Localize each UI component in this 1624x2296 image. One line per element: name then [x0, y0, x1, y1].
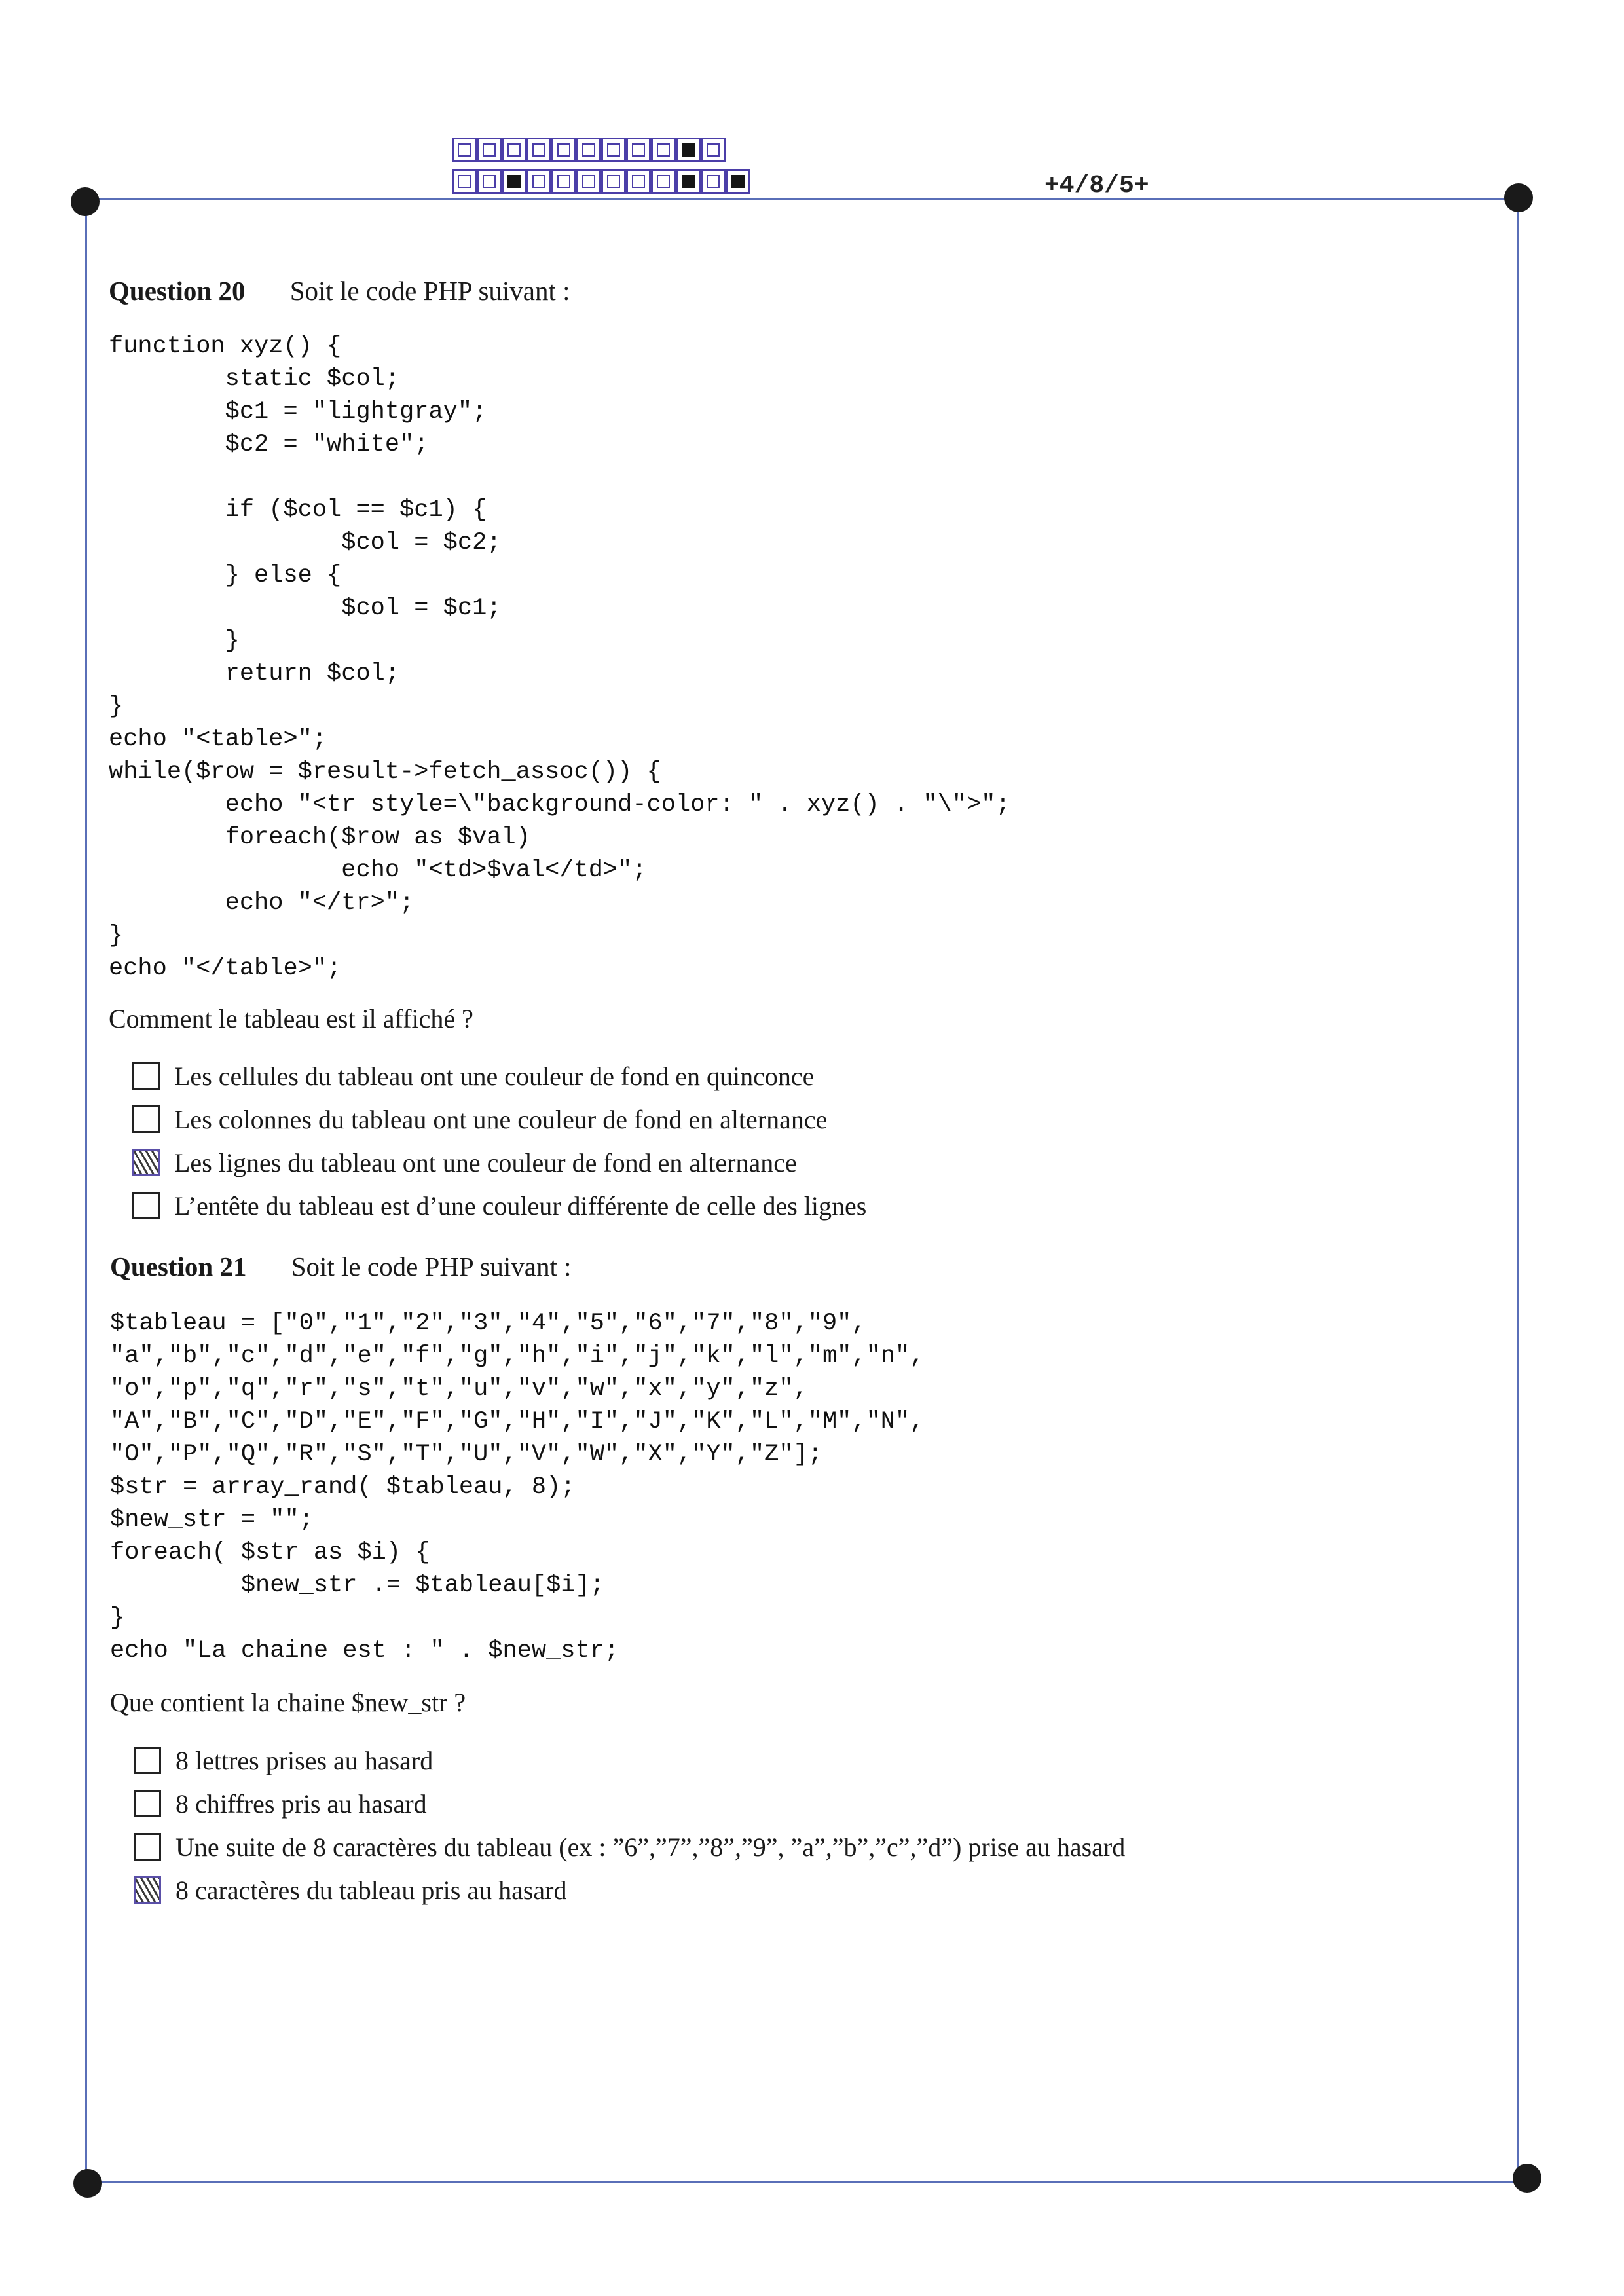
id-box [651, 138, 676, 162]
id-box [576, 138, 601, 162]
id-box [502, 138, 526, 162]
student-id-boxes-row-2 [452, 169, 750, 194]
id-box [651, 169, 676, 194]
id-box [551, 138, 576, 162]
id-box [551, 169, 576, 194]
id-box [676, 138, 701, 162]
q20-option-2[interactable] [132, 1098, 866, 1141]
q21-option-1-checkbox[interactable] [134, 1747, 161, 1774]
id-box [526, 138, 551, 162]
q20-option-1[interactable] [132, 1054, 866, 1098]
q20-option-4-text: L’entête du tableau est d’une couleur différente de celle des lignes [174, 1191, 867, 1221]
corner-mark-bottom-left [73, 2169, 102, 2198]
q20-option-3-text: Les lignes du tableau ont une couleur de fond en alternance [174, 1147, 797, 1177]
question-20-header [109, 275, 570, 306]
student-id-boxes-row-1 [452, 138, 726, 162]
question-21-intro: Soit le code PHP suivant : [291, 1251, 572, 1282]
q20-option-3[interactable] [132, 1141, 866, 1184]
q20-option-2-text: Les colonnes du tableau ont une couleur de fond en alternance [174, 1104, 828, 1134]
question-21-prompt: Que contient la chaine $new_str ? [110, 1688, 466, 1717]
frame-left-line [85, 198, 87, 2182]
id-box [701, 138, 726, 162]
question-20-code: function xyz() { static $col; $c1 = "lightgray"; $c2 = "white"; if ($col == $c1) { $col = $c2; } else { $col = $c1; } return $col; } echo "<table>"; while($row = $result->fetch_assoc()) { echo "<tr style=\"background-color: " . xyz() . "\">"; foreach($row as $val) echo "<td>$val</td>"; echo "</tr>"; } echo "</table>"; [109, 333, 1010, 982]
id-box [477, 138, 502, 162]
question-21-header [110, 1251, 572, 1282]
corner-mark-bottom-right [1513, 2164, 1541, 2193]
q20-option-1-checkbox[interactable] [132, 1062, 160, 1090]
q21-option-4-checkbox[interactable] [134, 1876, 161, 1904]
id-box [626, 138, 651, 162]
id-box [601, 138, 626, 162]
id-box [576, 169, 601, 194]
question-20-label: Question 20 [109, 276, 246, 306]
id-box [477, 169, 502, 194]
q21-option-1-text: 8 lettres prises au hasard [175, 1745, 434, 1775]
q21-option-3[interactable] [134, 1825, 1125, 1868]
question-21-code: $tableau = ["0","1","2","3","4","5","6","7","8","9", "a","b","c","d","e","f","g","h","i","j","k","l","m","n", "o","p","q","r","s","t","u","v","w","x","y","z", "A","B","C","D","E","F","G","H","I","J","K","L","M","N", "O","P","Q","R","S","T","U","V","W","X","Y","Z"]; $str = array_rand( $tableau, 8); $new_str = ""; foreach( $str as $i) { $new_str .= $tableau[$i]; } echo "La chaine est : " . $new_str; [110, 1310, 925, 1665]
id-box [452, 138, 477, 162]
q20-option-4-checkbox[interactable] [132, 1192, 160, 1219]
id-box [601, 169, 626, 194]
id-box [726, 169, 750, 194]
q20-option-1-text: Les cellules du tableau ont une couleur de fond en quinconce [174, 1061, 815, 1091]
corner-mark-top-right [1504, 183, 1533, 212]
question-20-prompt: Comment le tableau est il affiché ? [109, 1004, 473, 1033]
id-box [626, 169, 651, 194]
id-box [526, 169, 551, 194]
id-box [452, 169, 477, 194]
frame-right-line [1517, 198, 1519, 2182]
frame-bottom-line [85, 2181, 1526, 2183]
question-21-options [134, 1739, 1125, 1912]
q21-option-1[interactable] [134, 1739, 1125, 1782]
q21-option-3-checkbox[interactable] [134, 1833, 161, 1861]
page-code: +4/8/5+ [1044, 172, 1149, 200]
q21-option-2-text: 8 chiffres pris au hasard [175, 1788, 427, 1819]
question-21-label: Question 21 [110, 1251, 247, 1282]
q21-option-4-text: 8 caractères du tableau pris au hasard [175, 1875, 567, 1905]
question-20-options [132, 1054, 866, 1227]
q21-option-4[interactable] [134, 1868, 1125, 1912]
q21-option-3-text: Une suite de 8 caractères du tableau (ex : ”6”,”7”,”8”,”9”, ”a”,”b”,”c”,”d”) prise au hasard [175, 1832, 1126, 1862]
q20-option-4[interactable] [132, 1184, 866, 1227]
frame-top-line [85, 198, 1519, 200]
q20-option-2-checkbox[interactable] [132, 1105, 160, 1133]
q21-option-2-checkbox[interactable] [134, 1790, 161, 1817]
id-box [502, 169, 526, 194]
q21-option-2[interactable] [134, 1782, 1125, 1825]
q20-option-3-checkbox[interactable] [132, 1149, 160, 1176]
id-box [676, 169, 701, 194]
question-20-intro: Soit le code PHP suivant : [289, 276, 570, 306]
corner-mark-top-left [71, 187, 100, 216]
id-box [701, 169, 726, 194]
